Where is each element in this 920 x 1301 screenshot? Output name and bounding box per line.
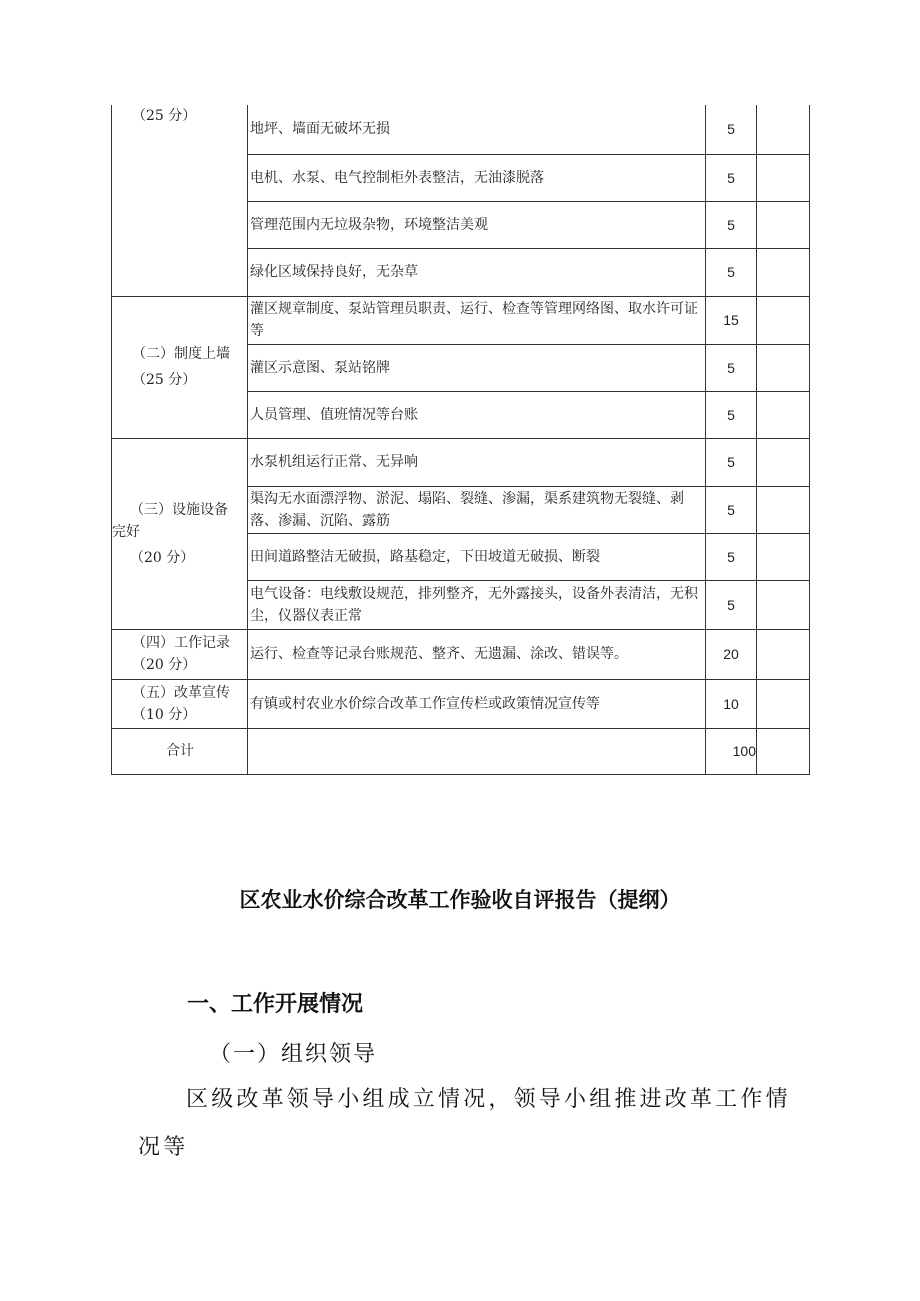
item-cell: 绿化区域保持良好，无杂草 <box>248 248 706 296</box>
self-score-cell <box>757 105 810 154</box>
score-cell: 5 <box>706 201 757 248</box>
self-score-cell <box>757 201 810 248</box>
self-score-cell <box>757 391 810 438</box>
score-cell: 15 <box>706 296 757 344</box>
item-cell: 运行、检查等记录台账规范、整齐、无遗漏、涂改、错误等。 <box>248 629 706 679</box>
self-score-cell <box>757 679 810 728</box>
self-score-cell <box>757 629 810 679</box>
self-score-cell <box>757 438 810 486</box>
item-cell: 水泵机组运行正常、无异响 <box>248 438 706 486</box>
item-cell: 有镇或村农业水价综合改革工作宣传栏或政策情况宣传等 <box>248 679 706 728</box>
score-cell: 5 <box>706 533 757 580</box>
subsection-heading: （一）组织领导 <box>209 1042 378 1067</box>
score-cell: 5 <box>706 486 757 533</box>
self-score-cell <box>757 296 810 344</box>
item-cell: 灌区示意图、泵站铭牌 <box>248 344 706 391</box>
category-title: （五）改革宣传 <box>132 684 230 701</box>
category-cell <box>112 438 248 629</box>
score-cell: 5 <box>706 580 757 629</box>
score-cell: 10 <box>706 679 757 728</box>
category-score-label: （20 分） <box>132 657 197 673</box>
item-cell: 田间道路整洁无破损，路基稳定，下田坡道无破损、断裂 <box>248 533 706 580</box>
category-score-label: （10 分） <box>132 706 197 723</box>
section-heading: 一、工作开展情况 <box>187 992 364 1017</box>
category-score-label: （25 分） <box>132 108 197 124</box>
self-score-cell <box>757 486 810 533</box>
total-label: 合计 <box>112 728 248 774</box>
report-title: 区农业水价综合改革工作验收自评报告（提纲） <box>239 888 681 912</box>
category-score-label: （25 分） <box>132 372 197 388</box>
category-cell <box>112 296 248 438</box>
self-score-cell <box>757 154 810 201</box>
item-cell: 电机、水泵、电气控制柜外表整洁，无油漆脱落 <box>248 154 706 201</box>
item-cell: 人员管理、值班情况等台账 <box>248 391 706 438</box>
score-cell: 5 <box>706 105 757 154</box>
table-row <box>112 679 810 728</box>
score-cell: 5 <box>706 344 757 391</box>
self-score-cell <box>757 533 810 580</box>
table-row <box>112 629 810 679</box>
paragraph-line: 况等 <box>138 1135 189 1160</box>
category-cell <box>112 105 248 296</box>
item-cell: 电气设备：电线敷设规范，排列整齐，无外露接头，设备外表清洁，无积尘，仪器仪表正常 <box>248 580 706 629</box>
category-score-label: （20 分） <box>130 549 195 566</box>
score-cell: 5 <box>706 154 757 201</box>
item-cell: 灌区规章制度、泵站管理员职责、运行、检查等管理网络图、取水许可证等 <box>248 296 706 344</box>
table-row <box>112 105 810 154</box>
item-cell: 管理范围内无垃圾杂物，环境整洁美观 <box>248 201 706 248</box>
category-title: （二）制度上墙 <box>132 346 230 362</box>
acceptance-score-table <box>111 105 810 775</box>
self-score-cell <box>757 728 810 774</box>
category-title: （四）工作记录 <box>132 635 230 651</box>
category-title: （三）设施设备 <box>130 501 228 518</box>
category-title-cont: 完好 <box>112 523 140 540</box>
total-score: 100 <box>706 728 757 774</box>
item-cell: 渠沟无水面漂浮物、淤泥、塌陷、裂缝、渗漏，渠系建筑物无裂缝、剥落、渗漏、沉陷、露筋 <box>248 486 706 533</box>
table-row <box>112 438 810 486</box>
table-row <box>112 296 810 344</box>
item-cell: 地坪、墙面无破坏无损 <box>248 105 706 154</box>
category-cell <box>112 679 248 728</box>
paragraph-line: 区级改革领导小组成立情况，领导小组推进改革工作情 <box>186 1087 791 1112</box>
category-cell <box>112 629 248 679</box>
score-cell: 5 <box>706 248 757 296</box>
self-score-cell <box>757 580 810 629</box>
score-cell: 5 <box>706 391 757 438</box>
score-cell: 5 <box>706 438 757 486</box>
total-item-cell <box>248 728 706 774</box>
self-score-cell <box>757 248 810 296</box>
total-row <box>112 728 810 774</box>
score-cell: 20 <box>706 629 757 679</box>
self-score-cell <box>757 344 810 391</box>
